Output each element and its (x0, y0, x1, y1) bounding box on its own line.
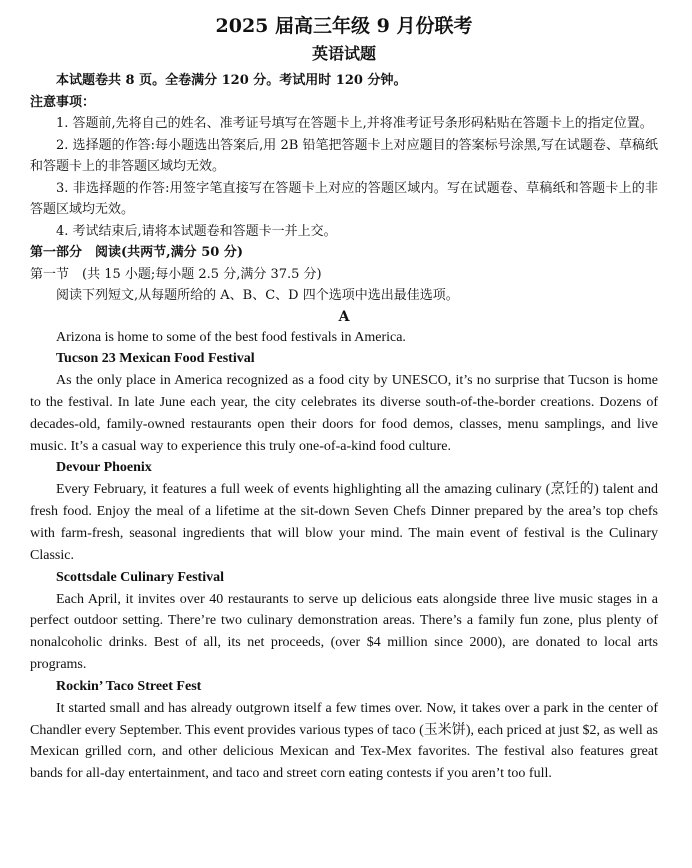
note-item-4: 4. 考试结束后,请将本试题卷和答题卡一并上交。 (56, 223, 337, 239)
exam-info: 本试题卷共 8 页。全卷满分 120 分。考试用时 120 分钟。 (56, 73, 407, 88)
passage-label: A (338, 308, 350, 325)
part-heading: 第一部分 阅读(共两节,满分 50 分) (30, 245, 243, 260)
festival-text-scottsdale: Each April, it invites over 40 restaurants to serve up delicious eats alongside three live music stages in a perfect outdoor setting. There’re two culinary demonstration areas. There’s a family fun zone, plus plenty of nonalcoholic drinks. Best of all, its net proceeds, (over $4 million since 2000), are donated to local arts programs. (30, 591, 658, 673)
festival-name-tucson: Tucson 23 Mexican Food Festival (56, 351, 255, 367)
festival-text-tucson: As the only place in America recognized as a food city by UNESCO, it’s no surprise that Tucson is home to the festival. In late June each year, the city celebrates its diverse south-of-the-border creations. Dozens of decades-old, family-owned restaurants open their doors for food demos, classes, menu samplings, and live music. It’s a casual way to experience this truly one-of-a-kind food culture. (30, 373, 658, 454)
festival-text-rockin-taco: It started small and has already outgrown itself a few times over. Now, it takes over a park in the center of Chandler every September. This event provides various types of taco (玉米饼), each priced at just $2, as well as Mexican grilled corn, and other delicious Mexican and Tex-Mex favorites. The festival also features great bands for all-day entertainment, and taco and street corn eating contests if you aren’t too full. (30, 700, 658, 782)
exam-title: 2025 届高三年级 9 月份联考 (215, 15, 473, 37)
passage-intro: Arizona is home to some of the best food festivals in America. (56, 329, 406, 345)
notes-heading: 注意事项： (30, 94, 96, 110)
festival-name-scottsdale: Scottsdale Culinary Festival (56, 569, 224, 585)
festival-name-rockin-taco: Rockin’ Taco Street Fest (56, 678, 202, 694)
exam-subject: 英语试题 (311, 44, 376, 63)
note-item-3: 3. 非选择题的作答:用签字笔直接写在答题卡上对应的答题区域内。写在试题卷、草稿纸和答题卡上的非答题区域均无效。 (30, 180, 658, 217)
passage-a (30, 307, 658, 786)
note-item-2: 2. 选择题的作答:每小题选出答案后,用 2B 铅笔把答题卡上对应题目的答案标号涂黑,写在试题卷、草稿纸和答题卡上的非答题区域均无效。 (30, 137, 658, 174)
section-heading: 第一节 (共 15 小题;每小题 2.5 分,满分 37.5 分) (30, 266, 322, 282)
instructions-block (30, 70, 658, 307)
festival-text-devour-phoenix: Every February, it features a full week of events highlighting all the amazing culinary (烹饪的) talent and fresh food. Enjoy the meal of a lifetime at the sit-down Seven Chefs Dinner prepared by the area’s top chefs with farm-fresh, seasonal ingredients that will blow your mind. The main event of festival is the Culinary Classic. (30, 482, 658, 563)
festival-name-devour-phoenix: Devour Phoenix (56, 460, 152, 476)
reading-instruction: 阅读下列短文,从每题所给的 A、B、C、D 四个选项中选出最佳选项。 (56, 288, 459, 303)
note-item-1: 1. 答题前,先将自己的姓名、准考证号填写在答题卡上,并将准考证号条形码粘贴在答题卡上的指定位置。 (56, 116, 653, 131)
